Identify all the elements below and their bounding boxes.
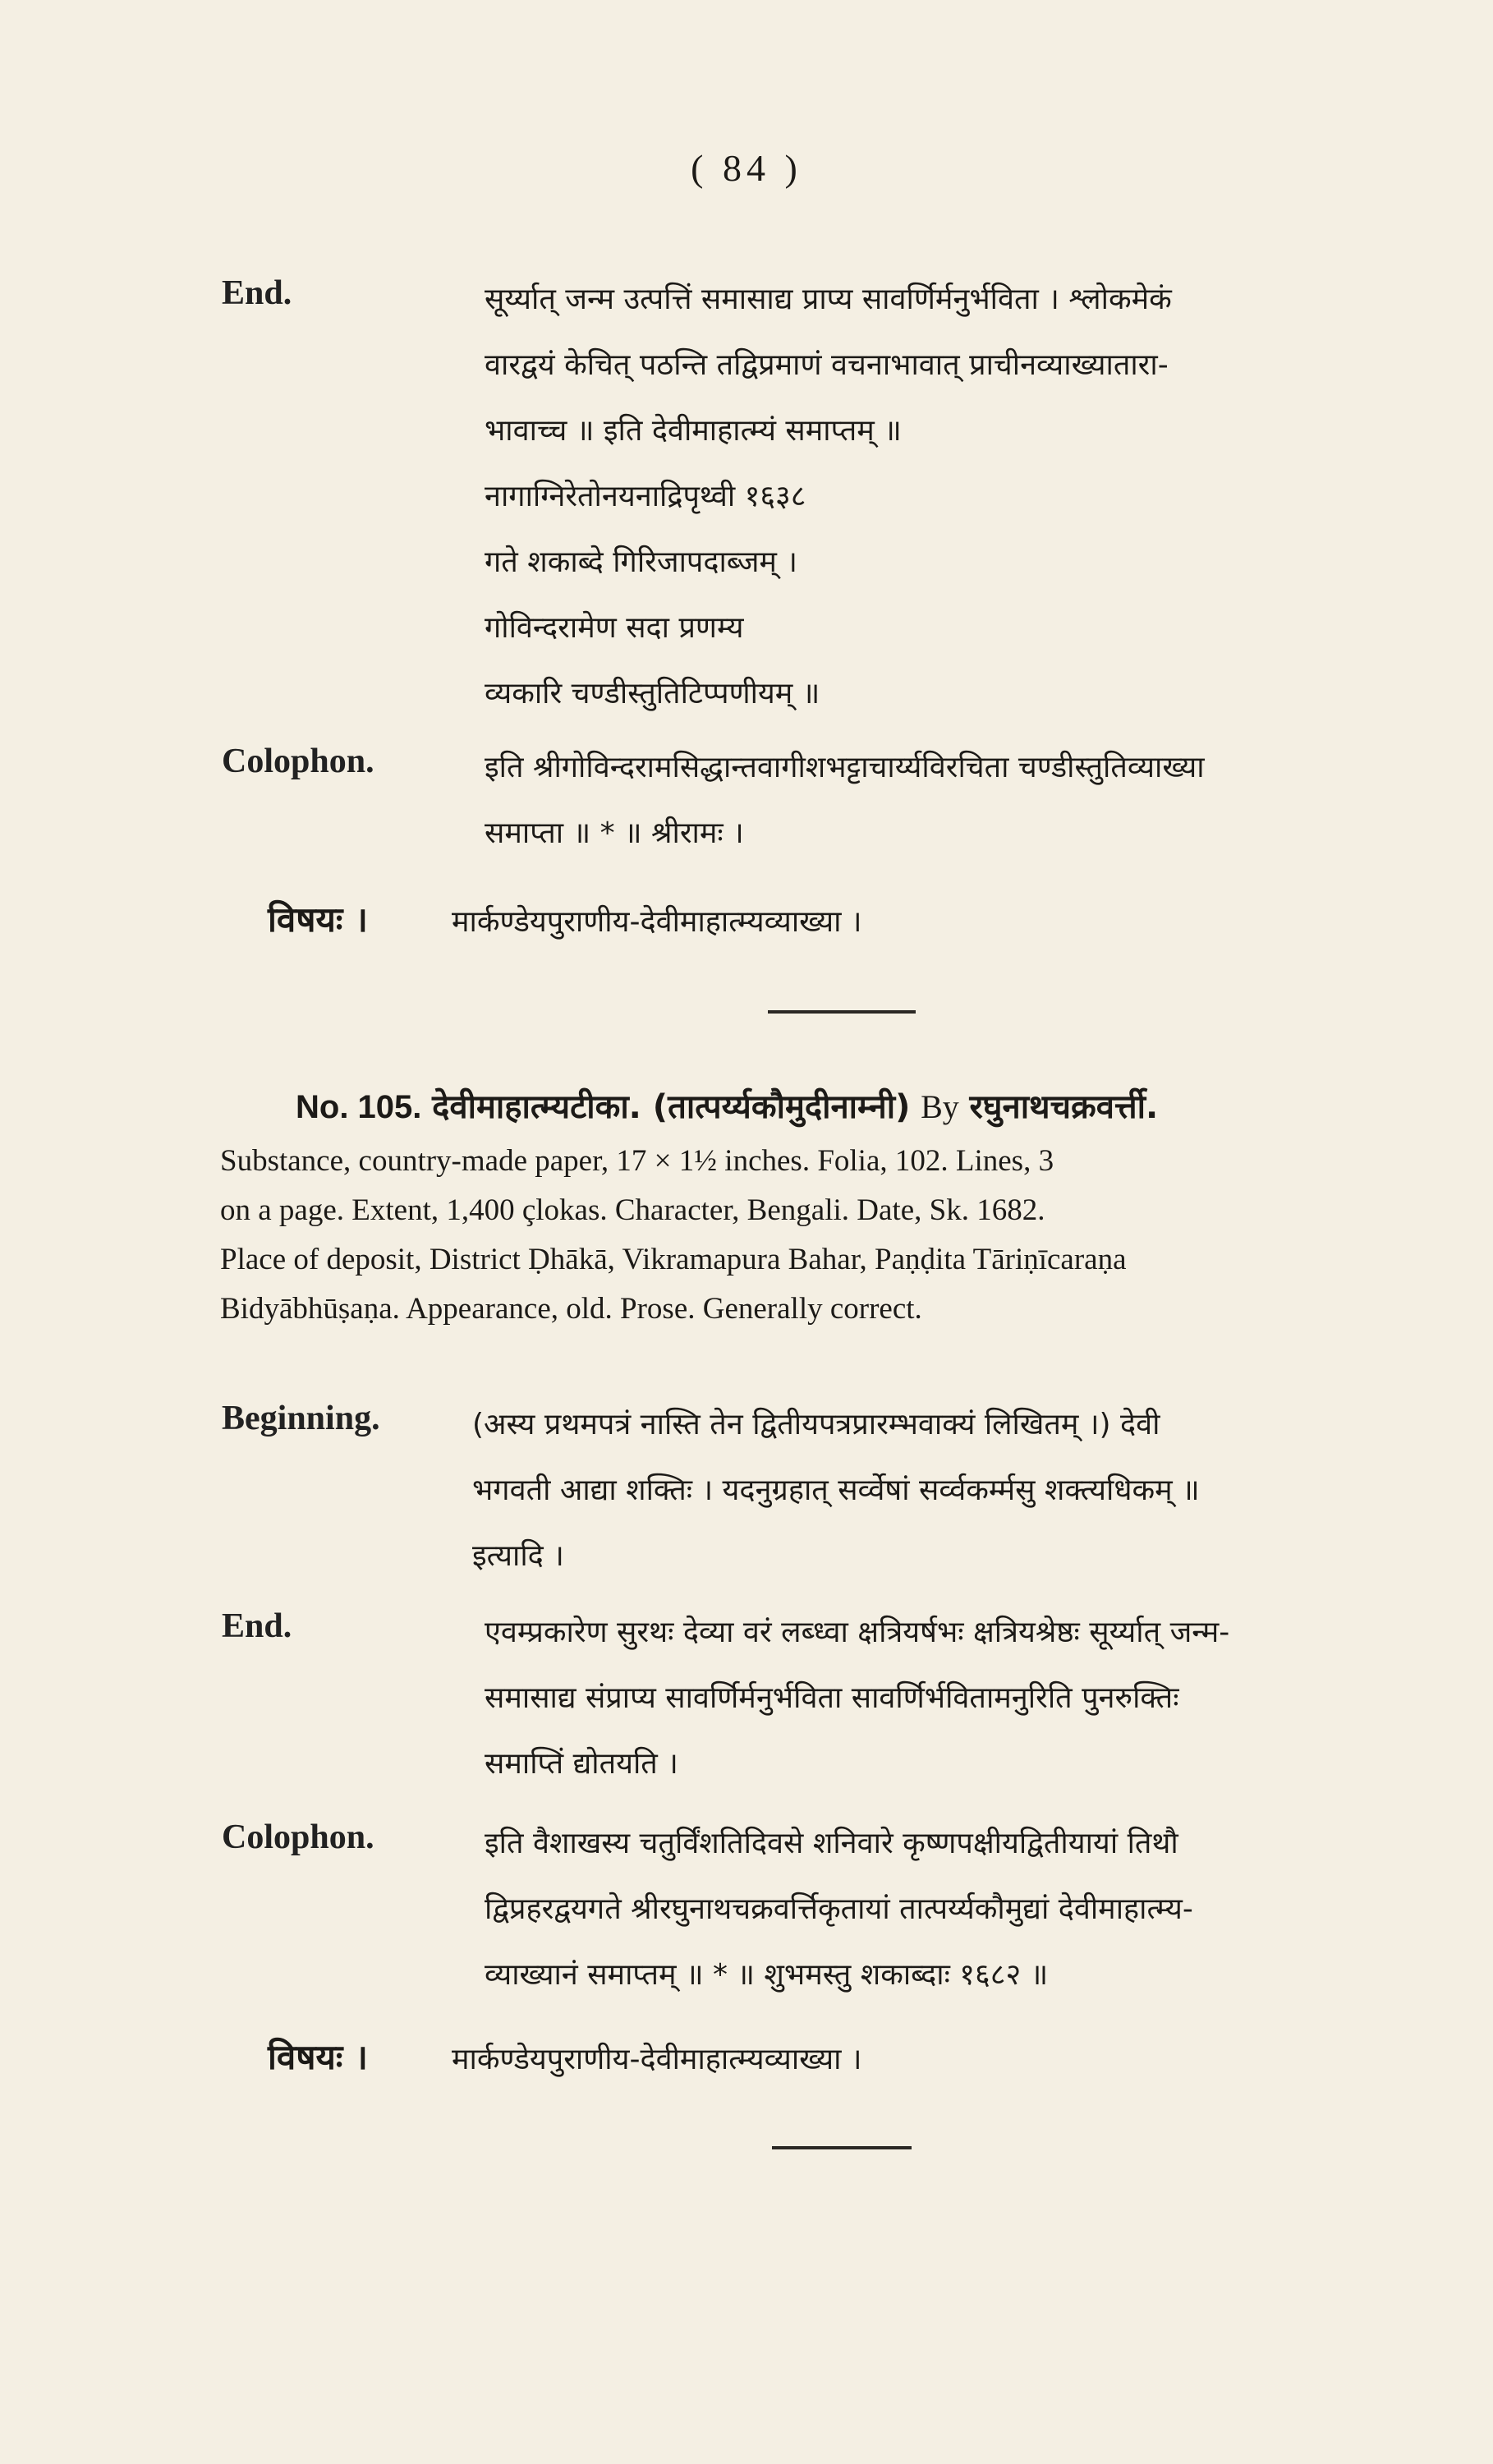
end-text <box>485 267 1454 727</box>
entry-105-description <box>220 1137 1452 1334</box>
section-divider <box>768 1010 916 1014</box>
end-label: End. <box>222 274 292 312</box>
beginning-text <box>472 1392 1441 1589</box>
end-line: व्यकारि चण्डीस्तुतिटिप्पणीयम् ॥ <box>485 677 820 710</box>
end-label: End. <box>222 1607 292 1645</box>
entry-105-heading <box>296 1083 1158 1128</box>
end-line: सूर्य्यात् जन्म उत्पत्तिं समासाद्य प्राप्य सावर्णिर्मनुर्भविता । श्लोकमेकं <box>485 283 1172 316</box>
page-number: ( 84 ) <box>691 147 802 189</box>
colophon-line: द्विप्रहरद्वयगते श्रीरघुनाथचक्रवर्त्तिकृतायां तात्पर्य्यकौमुद्यां देवीमाहात्म्य- <box>485 1892 1193 1926</box>
vishaya-text: मार्कण्डेयपुराणीय-देवीमाहात्म्यव्याख्या । <box>452 905 862 939</box>
colophon-line: व्याख्यानं समाप्तम् ॥ * ॥ शुभमस्तु शकाब्दाः १६८२ ॥ <box>485 1958 1049 1992</box>
end-line: गते शकाब्दे गिरिजापदाब्जम् । <box>485 545 798 579</box>
author-devanagari: रघुनाथचक्रवर्त्ती. <box>969 1088 1159 1126</box>
description-line: on a page. Extent, 1,400 çlokas. Character, Bengali. Date, Sk. 1682. <box>220 1193 1045 1227</box>
colophon-text <box>485 735 1454 867</box>
end-text <box>485 1600 1454 1797</box>
colophon-text <box>485 1811 1454 2008</box>
description-line: Place of deposit, District Ḍhākā, Vikramapura Bahar, Paṇḍita Tāriṇīcaraṇa <box>220 1243 1127 1276</box>
beginning-label: Beginning. <box>222 1400 380 1437</box>
colophon-label: Colophon. <box>222 1818 374 1856</box>
end-line: नागाग्निरेतोनयनाद्रिपृथ्वी १६३८ <box>485 480 806 513</box>
end-line: गोविन्दरामेण सदा प्रणम्य <box>485 611 744 645</box>
beginning-line: इत्यादि । <box>472 1539 564 1573</box>
colophon-line: इति वैशाखस्य चतुर्विंशतिदिवसे शनिवारे कृष्णपक्षीयद्वितीयायां तिथौ <box>485 1827 1178 1860</box>
description-line: Substance, country-made paper, 17 × 1½ inches. Folia, 102. Lines, 3 <box>220 1144 1054 1178</box>
end-line: एवम्प्रकारेण सुरथः देव्या वरं लब्ध्वा क्षत्रियर्षभः क्षत्रियश्रेष्ठः सूर्य्यात् जन्म- <box>485 1616 1230 1649</box>
entry-number: No. 105. <box>296 1089 422 1125</box>
section-divider <box>772 2146 912 2149</box>
end-line: समाप्तिं द्योतयति । <box>485 1747 678 1781</box>
end-line: समासाद्य संप्राप्य सावर्णिर्मनुर्भविता सावर्णिर्भवितामनुरिति पुनरुक्तिः <box>485 1681 1179 1715</box>
vishaya-label: विषयः । <box>268 2037 368 2077</box>
end-line: वारद्वयं केचित् पठन्ति तद्विप्रमाणं वचनाभावात् प्राचीनव्याख्यातारा- <box>485 348 1169 382</box>
vishaya-text: मार्कण्डेयपुराणीय-देवीमाहात्म्यव्याख्या । <box>452 2043 862 2076</box>
end-line: भावाच्च ॥ इति देवीमाहात्म्यं समाप्तम् ॥ <box>485 414 902 448</box>
colophon-line: समाप्ता ॥ * ॥ श्रीरामः । <box>485 816 744 850</box>
vishaya-label: विषयः । <box>268 899 368 940</box>
title-devanagari: देवीमाहात्म्यटीका. (तात्पर्य्यकौमुदीनाम्नी) <box>432 1088 911 1126</box>
colophon-line: इति श्रीगोविन्दरामसिद्धान्तवागीशभट्टाचार्य्यविरचिता चण्डीस्तुतिव्याख्या <box>485 751 1205 784</box>
beginning-line: (अस्य प्रथमपत्रं नास्ति तेन द्वितीयपत्रप्रारम्भवाक्यं लिखितम् ।) देवी <box>472 1408 1160 1441</box>
colophon-label: Colophon. <box>222 742 374 780</box>
beginning-line: भगवती आद्या शक्तिः । यदनुग्रहात् सर्व्वेषां सर्व्वकर्म्मसु शक्त्यधिकम् ॥ <box>472 1473 1200 1507</box>
by-label: By <box>921 1088 959 1125</box>
description-line: Bidyābhūṣaṇa. Appearance, old. Prose. Generally correct. <box>220 1292 922 1326</box>
